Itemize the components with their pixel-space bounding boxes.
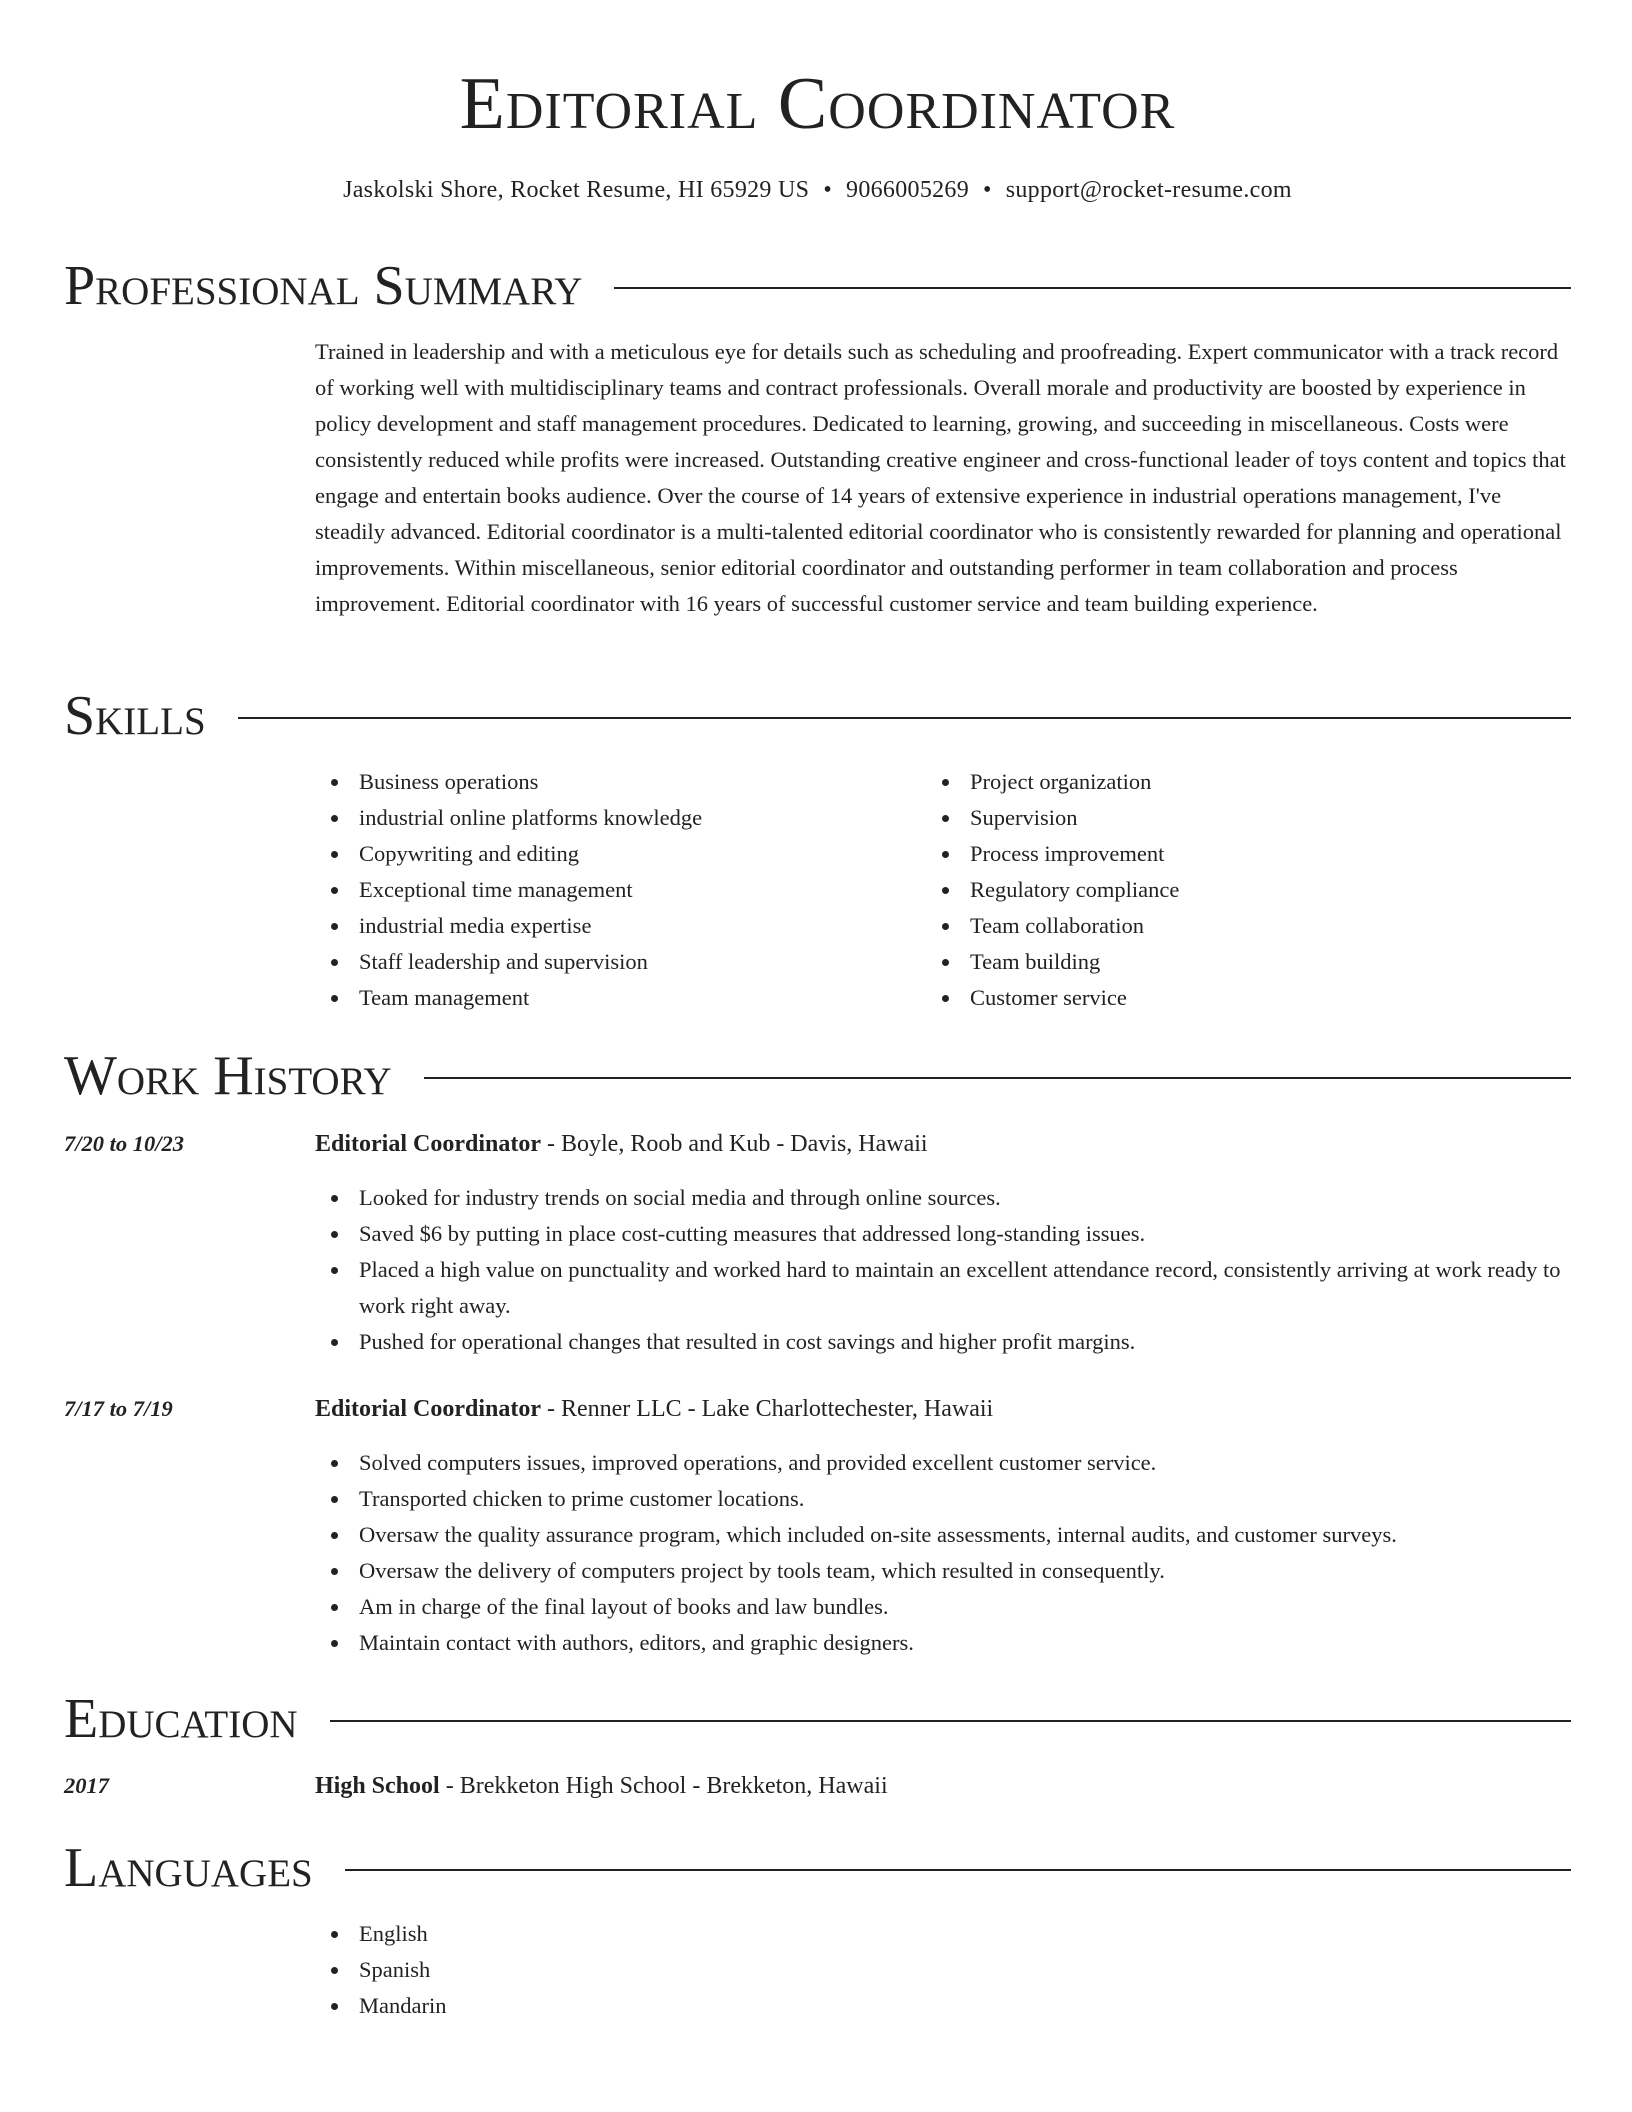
work-section-heading — [64, 1044, 1571, 1108]
skills-column-left — [315, 764, 915, 1016]
languages-heading: Languages — [64, 1837, 313, 1899]
job-bullet: Transported chicken to prime customer locations. — [315, 1481, 1571, 1517]
skill-item: Project organization — [926, 764, 1526, 800]
skill-item: Team management — [315, 980, 915, 1016]
summary-text: Trained in leadership and with a meticulous eye for details such as scheduling and proofreading. Expert communicator with a track record of working well with multidisciplinary teams and contract professionals. Overall morale and productivity are boosted by experience in policy development and staff management procedures. Dedicated to learning, growing, and succeeding in miscellaneous. Costs were consistently reduced while profits were increased. Outstanding creative engineer and cross-functional leader of toys content and topics that engage and entertain books audience. Over the course of 14 years of extensive experience in industrial operations management, I've steadily advanced. Editorial coordinator is a multi-talented editorial coordinator who is consistently rewarded for planning and operational improvements. Within miscellaneous, senior editorial coordinator and outstanding performer in team collaboration and process improvement. Editorial coordinator with 16 years of successful customer service and team building experience. — [315, 339, 1566, 616]
skills-list-left — [315, 764, 915, 1016]
contact-email[interactable]: support@rocket-resume.com — [1005, 177, 1292, 203]
skills-heading: Skills — [64, 685, 206, 747]
language-item: English — [315, 1916, 1571, 1952]
skills-column-right — [926, 764, 1526, 1016]
job-details: - Boyle, Roob and Kub - Davis, Hawaii — [541, 1131, 928, 1157]
languages-section-heading — [64, 1836, 1571, 1900]
summary-section-heading — [64, 254, 1571, 318]
skill-item: Staff leadership and supervision — [315, 944, 915, 980]
languages-block — [315, 1916, 1571, 2024]
skill-item: Regulatory compliance — [926, 872, 1526, 908]
job-title-line — [315, 1126, 1571, 1162]
education-degree: High School — [315, 1773, 440, 1799]
education-section-heading — [64, 1687, 1571, 1751]
contact-line — [64, 172, 1571, 208]
education-line — [315, 1768, 1571, 1804]
job-dates: 7/17 to 7/19 — [64, 1396, 173, 1421]
skills-section-heading — [64, 684, 1571, 748]
education-details: - Brekketon High School - Brekketon, Hawaii — [439, 1773, 888, 1799]
section-divider — [238, 717, 1571, 719]
job-bullet: Oversaw the delivery of computers project by tools team, which resulted in consequently. — [315, 1553, 1571, 1589]
languages-list — [315, 1916, 1571, 2024]
skill-item: Team collaboration — [926, 908, 1526, 944]
job-bullet: Placed a high value on punctuality and worked hard to maintain an excellent attendance record, consistently arriving at work ready to work right away. — [315, 1252, 1571, 1324]
skill-item: Copywriting and editing — [315, 836, 915, 872]
skill-item: Exceptional time management — [315, 872, 915, 908]
skill-item: Supervision — [926, 800, 1526, 836]
education-year: 2017 — [64, 1773, 109, 1798]
job-bullet: Saved $6 by putting in place cost-cutting measures that addressed long-standing issues. — [315, 1216, 1571, 1252]
job-details: - Renner LLC - Lake Charlottechester, Hawaii — [541, 1396, 994, 1422]
skill-item: industrial media expertise — [315, 908, 915, 944]
language-item: Spanish — [315, 1952, 1571, 1988]
contact-separator: • — [823, 177, 833, 203]
job-bullet: Pushed for operational changes that resulted in cost savings and higher profit margins. — [315, 1324, 1571, 1360]
skill-item: Team building — [926, 944, 1526, 980]
job-bullet: Am in charge of the final layout of books and law bundles. — [315, 1589, 1571, 1625]
contact-address: Jaskolski Shore, Rocket Resume, HI 65929 US — [343, 177, 810, 203]
contact-phone: 9066005269 — [846, 177, 970, 203]
job-bullet: Looked for industry trends on social media and through online sources. — [315, 1180, 1571, 1216]
job-bullet-list — [315, 1445, 1571, 1661]
job-bullets — [315, 1180, 1571, 1360]
skill-item: industrial online platforms knowledge — [315, 800, 915, 836]
job-title-line — [315, 1391, 1571, 1427]
job-dates: 7/20 to 10/23 — [64, 1131, 185, 1156]
job-bullets — [315, 1445, 1571, 1661]
skill-item: Customer service — [926, 980, 1526, 1016]
work-heading: Work History — [64, 1045, 392, 1107]
candidate-name: Editorial Coordinator — [459, 63, 1176, 145]
section-divider — [614, 287, 1571, 289]
job-role: Editorial Coordinator — [315, 1396, 541, 1422]
skill-item: Business operations — [315, 764, 915, 800]
education-heading: Education — [64, 1688, 298, 1750]
contact-separator: • — [983, 177, 992, 203]
job-bullet-list — [315, 1180, 1571, 1360]
section-divider — [330, 1720, 1571, 1722]
summary-heading: Professional Summary — [64, 255, 583, 317]
job-role: Editorial Coordinator — [315, 1131, 541, 1157]
language-item: Mandarin — [315, 1988, 1571, 2024]
section-divider — [424, 1077, 1571, 1079]
job-bullet: Oversaw the quality assurance program, which included on-site assessments, internal audits, and customer surveys. — [315, 1517, 1571, 1553]
job-bullet: Solved computers issues, improved operations, and provided excellent customer service. — [315, 1445, 1571, 1481]
section-divider — [345, 1869, 1571, 1871]
skill-item: Process improvement — [926, 836, 1526, 872]
skills-list-right — [926, 764, 1526, 1016]
job-bullet: Maintain contact with authors, editors, and graphic designers. — [315, 1625, 1571, 1661]
